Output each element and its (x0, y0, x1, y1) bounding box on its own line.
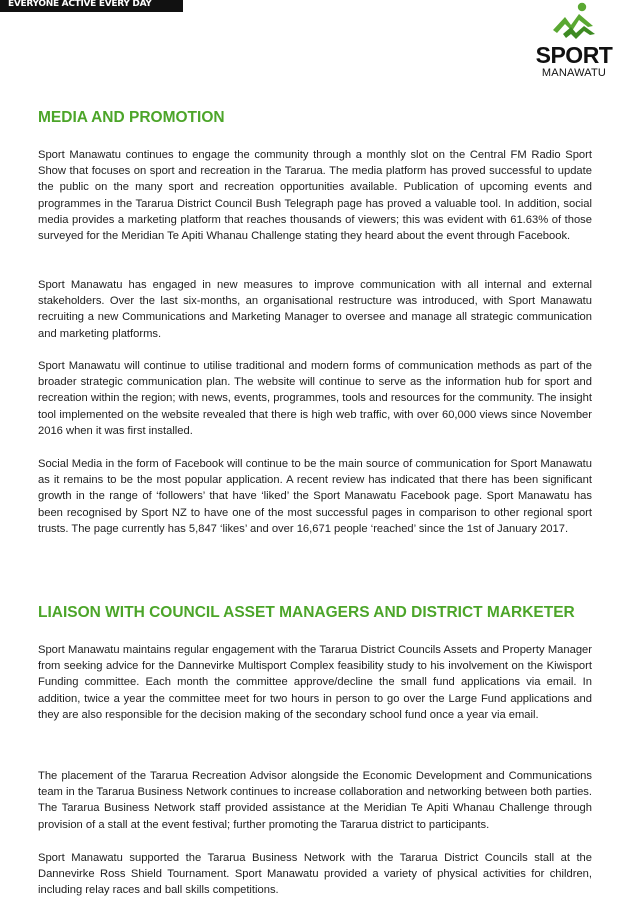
paragraph: Sport Manawatu will continue to utilise traditional and modern forms of communication methods as part of the broader strategic communication plan. The website will continue to serve as the information hub for sport and recreation within the region; with news, events, programmes, tools and resources for the community. The insight tool implemented on the website revealed that there is high web traffic, with over 60,000 views since November 2016 when it was first installed. (38, 360, 592, 437)
paragraph: Sport Manawatu maintains regular engagement with the Tararua District Councils Assets and Property Manager from seeking advice for the Dannevirke Multisport Complex feasibility study to his involvement on the Kiwisport Funding committee. Each month the committee approve/decline the small fund applications via email. In addition, twice a year the committee meet for two hours in person to go over the Large Fund applications and they are also responsible for the decision making of the secondary school fund once a year via email. (38, 644, 592, 721)
paragraph: Sport Manawatu supported the Tararua Business Network with the Tararua District Councils stall at the Dannevirke Ross Shield Tournament. Sport Manawatu provided a variety of physical activities for children, including relay races and ball skills competitions. (38, 852, 592, 897)
paragraph: Sport Manawatu continues to engage the community through a monthly slot on the Central FM Radio Sport Show that focuses on sport and recreation in the Tararua. The media platform has proved successful to update the public on the many sport and recreation opportunities available. Publication of upcoming events and programmes in the Tararua District Council Bush Telegraph page has proved a valuable tool. In addition, social media provides a marketing platform that reaches thousands of viewers; this was evident with 61.63% of those surveyed for the Meridian Te Apiti Whanau Challenge stating they heard about the event through Facebook. (38, 149, 592, 243)
paragraph: Social Media in the form of Facebook will continue to be the main source of communication for Sport Manawatu as it remains to be the most popular application. A recent review has indicated that there has been significant growth in the range of ‘followers’ that have ‘liked’ the Sport Manawatu Facebook page. Sport Manawatu has been recognised by Sport NZ to have one of the most successful pages in comparison to other regional sport trusts. The page currently has 5,847 ‘likes’ and over 16,671 people ‘reached’ since the 1st of January 2017. (38, 458, 592, 535)
logo-word: SPORT (535, 42, 613, 68)
top-banner (0, 0, 183, 12)
banner-text: EVERYONE ACTIVE EVERY DAY (8, 0, 152, 9)
paragraph: The placement of the Tararua Recreation Advisor alongside the Economic Development and Communications team in the Tararua Business Network continues to increase collaboration and networking between both parties. The Tararua Business Network staff provided assistance at the Meridian Te Apiti Whanau Challenge through provision of a stall at the event festival; further promoting the Tararua district to participants. (38, 770, 592, 831)
paragraph: Sport Manawatu has engaged in new measures to improve communication with all internal and external stakeholders. Over the last six-months, an organisational restructure was introduced, with Sport Manawatu recruiting a new Communications and Marketing Manager to oversee and manage all strategic communication and marketing platforms. (38, 279, 592, 340)
logo-region: MANAWATU (541, 67, 607, 79)
sport-manawatu-logo (529, 0, 619, 86)
section-heading-liaison: LIAISON WITH COUNCIL ASSET MANAGERS AND DISTRICT MARKETER (38, 604, 575, 621)
sport-manawatu-logo-mark-icon (549, 0, 597, 44)
section-heading-media: MEDIA AND PROMOTION (38, 109, 225, 126)
